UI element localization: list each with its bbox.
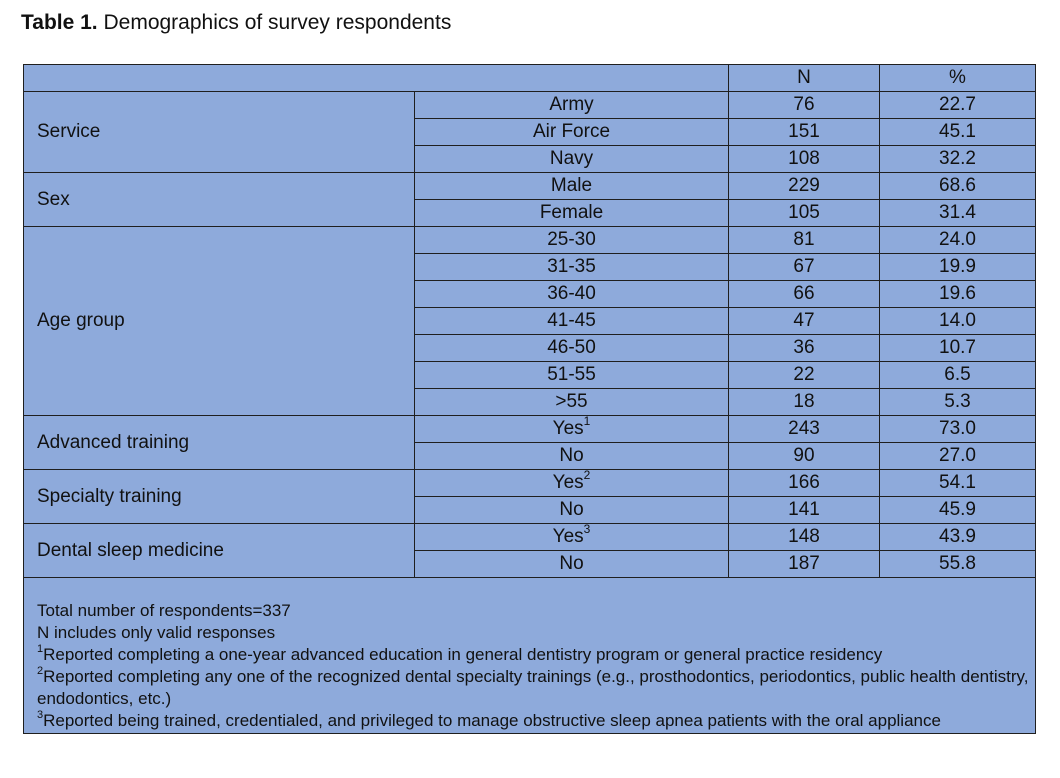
subcategory-cell [415, 227, 729, 254]
footnote-number: 2 [37, 665, 44, 678]
subcategory-label: Army [549, 94, 594, 115]
subcategory-label: No [559, 499, 584, 520]
subcategory-label: Female [539, 202, 604, 223]
n-cell: 67 [729, 254, 880, 281]
n-cell: 66 [729, 281, 880, 308]
footnote-number: 1 [37, 643, 44, 656]
n-cell: 47 [729, 308, 880, 335]
category-cell: Age group [24, 227, 415, 416]
subcategory-label: Yes [552, 418, 584, 439]
subcategory-cell [415, 389, 729, 416]
percent-cell: 19.9 [880, 254, 1036, 281]
n-cell: 229 [729, 173, 880, 200]
table-caption-label: Table 1. [21, 11, 98, 34]
subcategory-cell [415, 119, 729, 146]
subcategory-cell [415, 254, 729, 281]
table-row [24, 173, 1036, 200]
header-blank-cell [24, 65, 729, 92]
subcategory-cell [415, 551, 729, 578]
subcategory-cell [415, 200, 729, 227]
table-row [24, 227, 1036, 254]
percent-cell: 31.4 [880, 200, 1036, 227]
table-caption [21, 11, 451, 35]
footnote-line [37, 710, 1035, 732]
footnote-line [37, 600, 1035, 622]
n-cell: 151 [729, 119, 880, 146]
subcategory-cell [415, 335, 729, 362]
subcategory-cell [415, 173, 729, 200]
subcategory-cell [415, 524, 729, 551]
subcategory-cell [415, 92, 729, 119]
n-cell: 22 [729, 362, 880, 389]
demographics-table [23, 64, 1036, 734]
subcategory-label: 31-35 [547, 256, 596, 277]
subcategory-label: 36-40 [547, 283, 596, 304]
percent-cell: 22.7 [880, 92, 1036, 119]
n-cell: 105 [729, 200, 880, 227]
table-row [24, 416, 1036, 443]
percent-cell: 32.2 [880, 146, 1036, 173]
subcategory-cell [415, 443, 729, 470]
percent-cell: 27.0 [880, 443, 1036, 470]
percent-cell: 10.7 [880, 335, 1036, 362]
subcategory-label: No [559, 553, 584, 574]
footnote-text: Total number of respondents=337 [37, 601, 291, 620]
subcategory-label: 46-50 [547, 337, 596, 358]
n-cell: 36 [729, 335, 880, 362]
footnote-marker: 1 [583, 415, 591, 428]
notes-row [24, 578, 1036, 734]
table-row [24, 92, 1036, 119]
table-notes [24, 578, 1036, 734]
percent-cell: 24.0 [880, 227, 1036, 254]
percent-cell: 5.3 [880, 389, 1036, 416]
subcategory-cell [415, 308, 729, 335]
subcategory-label: Air Force [532, 121, 611, 142]
category-cell: Sex [24, 173, 415, 227]
n-cell: 148 [729, 524, 880, 551]
header-n: N [729, 65, 880, 92]
footnote-number: 3 [37, 709, 44, 722]
n-cell: 108 [729, 146, 880, 173]
subcategory-cell [415, 497, 729, 524]
percent-cell: 55.8 [880, 551, 1036, 578]
subcategory-label: >55 [555, 391, 588, 412]
footnote-line [37, 644, 1035, 666]
category-cell: Specialty training [24, 470, 415, 524]
footnote-marker: 3 [583, 523, 591, 536]
subcategory-cell [415, 146, 729, 173]
n-cell: 81 [729, 227, 880, 254]
footnote-text: Reported completing any one of the recognized dental specialty trainings (e.g., prosthodontics, periodontics, public health dentistry, endodontics, etc.) [37, 667, 1029, 708]
category-cell: Advanced training [24, 416, 415, 470]
table-caption-text: Demographics of survey respondents [97, 11, 452, 34]
category-cell: Dental sleep medicine [24, 524, 415, 578]
n-cell: 141 [729, 497, 880, 524]
footnote-text: Reported completing a one-year advanced education in general dentistry program or general practice residency [43, 645, 883, 664]
subcategory-cell [415, 470, 729, 497]
percent-cell: 19.6 [880, 281, 1036, 308]
table-row [24, 470, 1036, 497]
percent-cell: 45.1 [880, 119, 1036, 146]
subcategory-cell [415, 362, 729, 389]
table-row [24, 524, 1036, 551]
percent-cell: 6.5 [880, 362, 1036, 389]
subcategory-label: 41-45 [547, 310, 596, 331]
footnote-text: N includes only valid responses [37, 623, 276, 642]
subcategory-label: 25-30 [547, 229, 596, 250]
header-percent: % [880, 65, 1036, 92]
subcategory-label: Yes [552, 472, 584, 493]
n-cell: 90 [729, 443, 880, 470]
footnote-marker: 2 [583, 469, 591, 482]
subcategory-cell [415, 281, 729, 308]
category-cell: Service [24, 92, 415, 173]
percent-cell: 73.0 [880, 416, 1036, 443]
n-cell: 187 [729, 551, 880, 578]
percent-cell: 45.9 [880, 497, 1036, 524]
percent-cell: 54.1 [880, 470, 1036, 497]
table-body [24, 65, 1036, 734]
percent-cell: 14.0 [880, 308, 1036, 335]
footnote-line [37, 666, 1035, 710]
subcategory-label: Navy [549, 148, 594, 169]
footnote-line [37, 622, 1035, 644]
subcategory-label: Male [550, 175, 593, 196]
footnote-text: Reported being trained, credentialed, and privileged to manage obstructive sleep apnea patients with the oral appliance [43, 711, 941, 730]
n-cell: 76 [729, 92, 880, 119]
n-cell: 166 [729, 470, 880, 497]
subcategory-label: Yes [552, 526, 584, 547]
header-row [24, 65, 1036, 92]
n-cell: 243 [729, 416, 880, 443]
percent-cell: 68.6 [880, 173, 1036, 200]
subcategory-label: 51-55 [547, 364, 596, 385]
percent-cell: 43.9 [880, 524, 1036, 551]
n-cell: 18 [729, 389, 880, 416]
subcategory-cell [415, 416, 729, 443]
subcategory-label: No [559, 445, 584, 466]
notes-container [37, 578, 1035, 732]
